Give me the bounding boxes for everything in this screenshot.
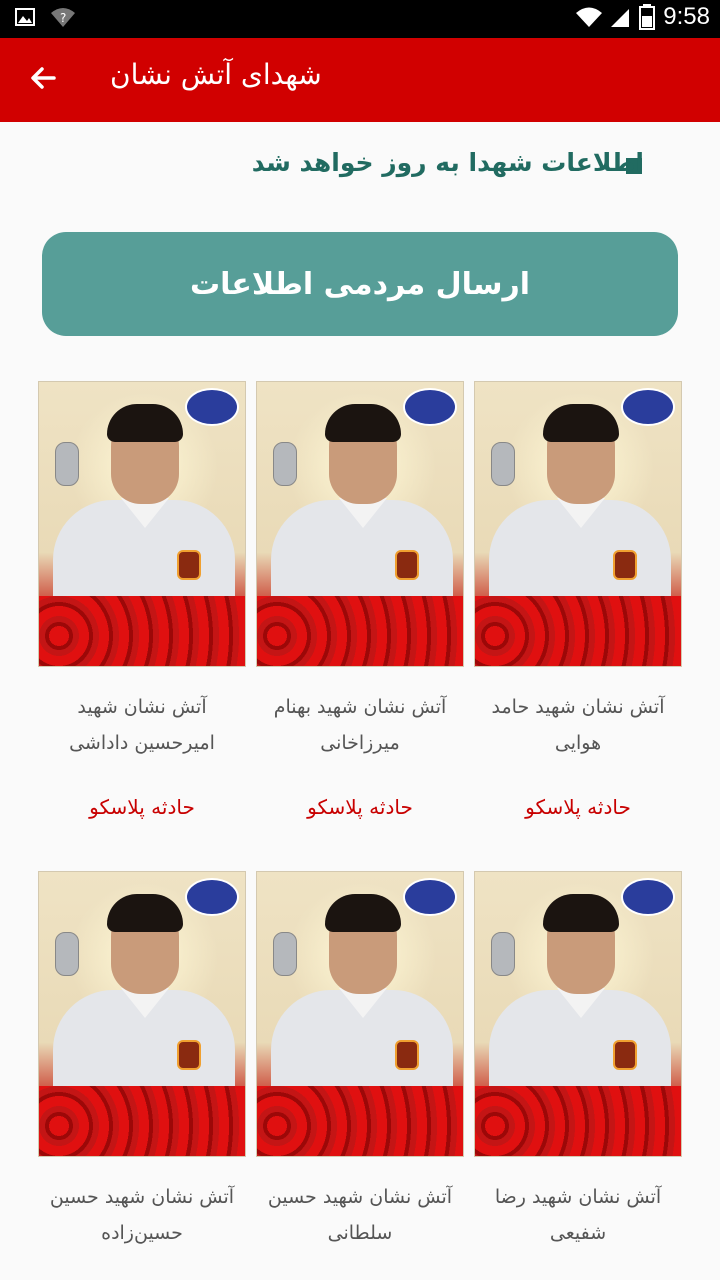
- image-icon: [14, 6, 36, 28]
- wifi-icon: [575, 6, 603, 28]
- status-bar: [0, 0, 720, 38]
- back-arrow-icon[interactable]: [24, 58, 64, 98]
- public-submit-button[interactable]: ارسال مردمی اطلاعات: [42, 232, 678, 336]
- martyr-event: حادثه پلاسکو: [89, 795, 195, 819]
- martyr-card[interactable]: [38, 871, 246, 1251]
- martyr-photo: [256, 871, 464, 1157]
- martyr-photo: [474, 381, 682, 667]
- martyr-event: حادثه پلاسکو: [307, 795, 413, 819]
- martyr-name: آتش نشان شهید حسین حسین‌زاده: [49, 1186, 235, 1244]
- signal-icon: [611, 6, 631, 28]
- update-notice: اطلاعات شهدا به روز خواهد شد: [251, 148, 644, 177]
- svg-text:?: ?: [60, 11, 67, 25]
- status-time: 9:58: [663, 3, 710, 30]
- martyr-name: آتش نشان شهید رضا شفیعی: [494, 1186, 662, 1244]
- martyr-card[interactable]: [474, 871, 682, 1251]
- martyr-card[interactable]: [256, 381, 464, 819]
- app-bar: [0, 38, 720, 122]
- martyr-photo: [256, 381, 464, 667]
- martyr-card[interactable]: [474, 381, 682, 819]
- martyr-photo: [474, 871, 682, 1157]
- martyr-name: آتش نشان شهید حامد هوایی: [491, 696, 665, 754]
- martyr-card[interactable]: [256, 871, 464, 1251]
- martyr-photo: [38, 381, 246, 667]
- martyr-event: حادثه پلاسکو: [525, 795, 631, 819]
- martyr-card[interactable]: [38, 381, 246, 819]
- app-title: شهدای آتش نشان: [110, 58, 322, 91]
- martyr-photo: [38, 871, 246, 1157]
- martyr-name: آتش نشان شهید بهنام میرزاخانی: [273, 696, 447, 754]
- martyr-name: آتش نشان شهید حسین سلطانی: [267, 1186, 453, 1244]
- battery-icon: [639, 4, 655, 30]
- martyr-name: آتش نشان شهید امیرحسین داداشی: [69, 696, 215, 754]
- wifi-question-icon: [50, 6, 76, 28]
